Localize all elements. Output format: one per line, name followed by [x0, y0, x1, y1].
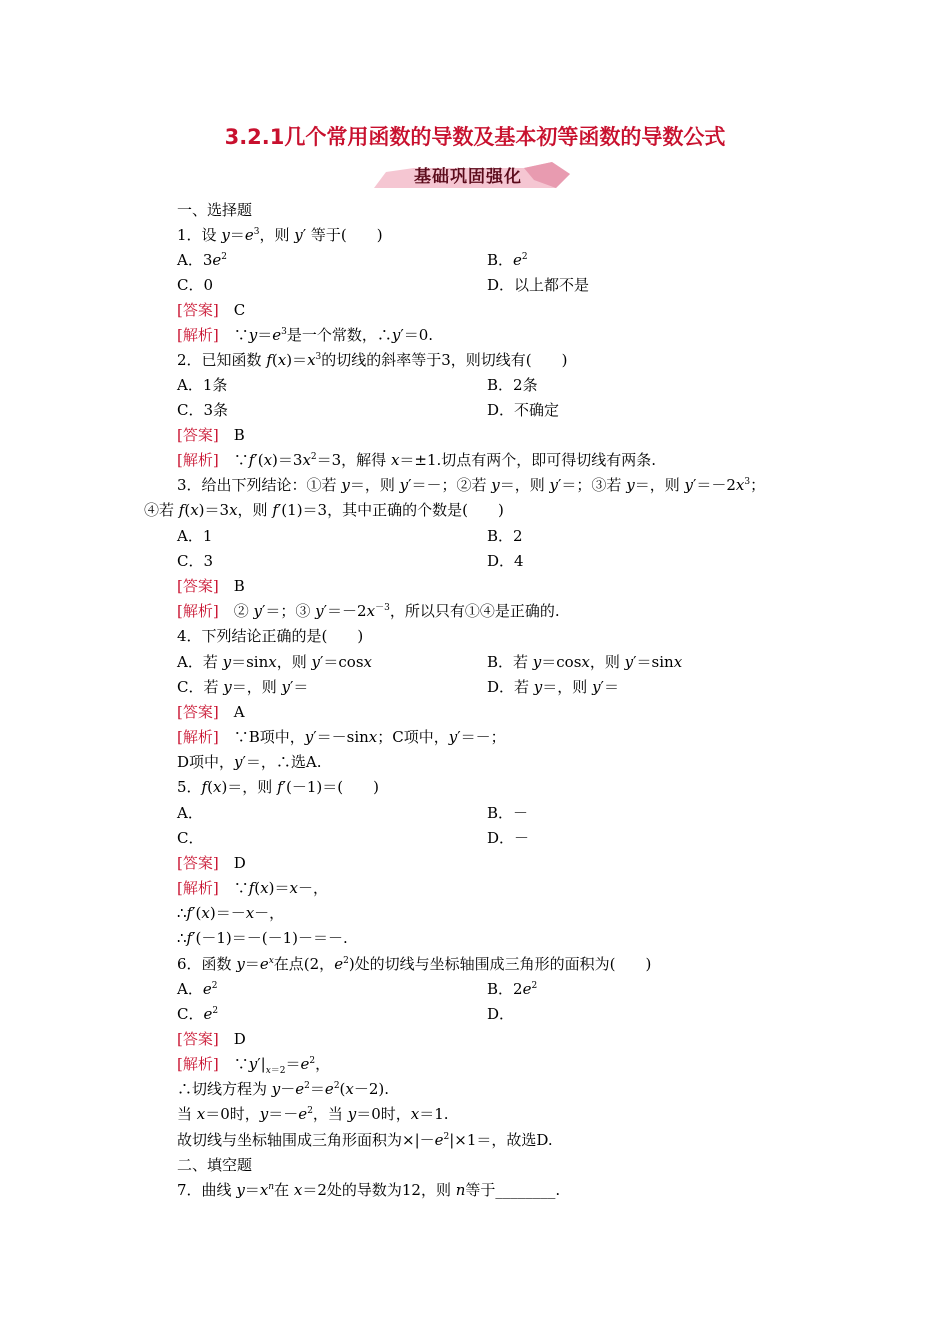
- question-6-option-a: A．$e^2$: [177, 980, 218, 998]
- question-3-option-b: B．2: [487, 527, 523, 545]
- question-5-option-b: B．－: [487, 804, 529, 822]
- section-heading-fill: 二、填空题: [177, 1156, 253, 1174]
- question-3-answer: [答案] B: [177, 577, 245, 595]
- question-4-answer: [答案] A: [177, 703, 245, 721]
- question-2-option-c: C．3条: [177, 401, 229, 419]
- question-6-option-b: B．$2e^2$: [487, 980, 538, 998]
- question-6-answer: [答案] D: [177, 1030, 246, 1048]
- question-2-option-b: B．2条: [487, 376, 538, 394]
- section-heading-choice: 一、选择题: [177, 201, 253, 219]
- question-1-option-b: B．$e^2$: [487, 251, 528, 269]
- question-1-answer: [答案] C: [177, 301, 246, 319]
- question-2-option-a: A．1条: [177, 376, 228, 394]
- question-4-stem: 4．下列结论正确的是( ): [177, 627, 364, 645]
- question-4-option-b: B．若 y＝cosx，则 y′＝sinx: [487, 653, 683, 671]
- question-4-explanation-cont: D项中，y′＝，∴选A.: [177, 753, 322, 771]
- question-6-explanation: [解析] $\because y'|_{x=2}=e^2$，: [177, 1055, 331, 1076]
- question-3-stem-line2: ④若 f(x)＝3x，则 f′(1)＝3，其中正确的个数是( ): [144, 501, 504, 519]
- question-1-option-a: A．$3e^2$: [177, 251, 228, 269]
- question-1-explanation: [解析] $\because y=e^3$是一个常数，∴y′＝0.: [177, 326, 434, 344]
- question-6-explanation-line2: ∴切线方程为 $y-e^2=e^2(x-2)$.: [177, 1080, 390, 1098]
- section-banner: [374, 160, 570, 190]
- question-5-option-a: A．: [177, 804, 203, 822]
- question-6-explanation-line4: 故切线与坐标轴围成三角形面积为$\times|-e^2|\times 1=$，故选D.: [177, 1131, 553, 1149]
- question-2-explanation: [解析] $\because f'(x)=3x^2=3$，解得 x＝±1.切点有两个，即可得切线有两条.: [177, 451, 657, 469]
- question-6-stem: 6．函数 $y=e^x$在点(2，$e^2$)处的切线与坐标轴围成三角形的面积为( ): [177, 955, 652, 973]
- question-4-explanation: [解析] ∵B项中，y′＝－sinx；C项中，y′＝－；: [177, 728, 506, 746]
- question-3-option-c: C．3: [177, 552, 214, 570]
- banner-label: 基础巩固强化: [414, 167, 522, 187]
- question-3-stem-line1: 3．给出下列结论：①若 y＝，则 y′＝－；②若 y＝，则 y′＝；③若 y＝，则 $y'=-2x^3$；: [177, 476, 766, 494]
- question-3-option-a: A．1: [177, 527, 213, 545]
- question-4-option-a: A．若 y＝sinx，则 y′＝cosx: [177, 653, 372, 671]
- question-6-explanation-line3: 当 x＝0时，$y=-e^2$，当 y＝0时，x＝1.: [177, 1105, 449, 1123]
- question-2-stem: 2．已知函数 $f(x)=x^3$的切线的斜率等于3，则切线有( ): [177, 351, 568, 369]
- question-5-explanation: [解析] ∵f(x)＝x－，: [177, 879, 328, 897]
- question-5-option-d: D．－: [487, 829, 530, 847]
- question-1-option-d: D．以上都不是: [487, 276, 590, 294]
- question-6-option-d: D．: [487, 1005, 515, 1023]
- question-2-answer: [答案] B: [177, 426, 245, 444]
- page-title: 3.2.1几个常用函数的导数及基本初等函数的导数公式: [224, 125, 726, 149]
- question-4-option-c: C．若 y＝，则 y′＝: [177, 678, 309, 696]
- question-1-option-c: C．0: [177, 276, 214, 294]
- question-1-stem: 1．设 $y=e^3$，则 y′ 等于( ): [177, 226, 383, 244]
- question-5-answer: [答案] D: [177, 854, 246, 872]
- question-2-option-d: D．不确定: [487, 401, 560, 419]
- question-5-explanation-line3: ∴f′(－1)＝－(－1)－＝－.: [177, 929, 348, 947]
- question-4-option-d: D．若 y＝，则 y′＝: [487, 678, 619, 696]
- question-3-option-d: D．4: [487, 552, 524, 570]
- question-6-option-c: C．$e^2$: [177, 1005, 219, 1023]
- question-5-stem: 5．f(x)＝，则 f′(－1)＝( ): [177, 778, 379, 796]
- question-7-stem: 7．曲线 $y=x^n$在 x＝2处的导数为12，则 n等于________.: [177, 1181, 561, 1199]
- question-5-explanation-line2: ∴f′(x)＝－x－，: [177, 904, 285, 922]
- question-3-explanation: [解析] ② y′＝；③ $y'=-2x^{-3}$，所以只有①④是正确的.: [177, 602, 560, 620]
- question-5-option-c: C．: [177, 829, 204, 847]
